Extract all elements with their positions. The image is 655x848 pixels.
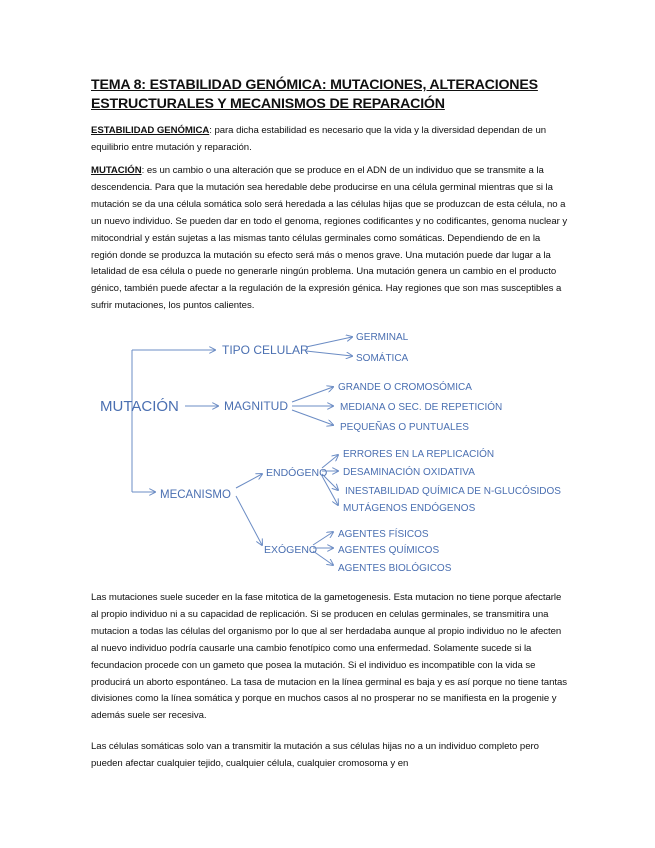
arrow-germinal [306, 337, 352, 347]
inestabilidad-node: INESTABILIDAD QUÍMICA DE N-GLUCÓSIDOS [345, 486, 561, 497]
arrow-grande [292, 387, 333, 402]
mutacion-text: : es un cambio o una alteración que se produce en el ADN de un individuo que se transmite a la descendencia. Para que la mutación sea heredable debe producirse en una célula germinal mientras que si la mutación se da una célula somática solo será heredada a las células hijas que se produzcan de esta célula, no a un nuevo individuo. Se pueden dar en todo el genoma, regiones codificantes y no codificantes, genoma nuclear y mitocondrial y están sujetas a las mismas tanto células germinales como somáticas. Dependiendo de en la región donde se produzca la mutación su efecto será más o menos grave. Una mutación puede dar lugar a la letalidad de esa célula o puede no generarle ningún problema. Una mutación genera un cambio en el producto génico, también puede afectar a la regulación de la expresión génica. Hay regiones que son mas susceptibles a sufrir mutaciones, los puntos calientes. [91, 165, 568, 312]
errores-node: ERRORES EN LA REPLICACIÓN [343, 449, 495, 460]
germline-paragraph: Las mutaciones suele suceder en la fase mitotica de la gametogenesis. Esta mutacion no tiene porque afectarle al propio individuo ni a su capacidad de replicación. Si se producen en celulas germinales, se transmitira una mutacion a todas las células del organismo por lo que al ser herdadaba aunque al propio individuo no le afecten al nuevo individuo podría causarle una cambio fenotípico como una enfermedad. Solamente sucede si la fecundacion procede con un gameto que posea la mutación. Si el individuo es incompatible con la vida se producirá un aborto espontáneo. La tasa de mutacion en la línea germinal es baja y es así porque no tiene tantas divisiones como la línea somática y porque en muchos casos al no prosperar no se manifiesta en la progenie y además suele ser recesiva. [91, 592, 568, 722]
mutacion-paragraph [91, 163, 569, 315]
mutation-classification-diagram [0, 325, 655, 580]
mutacion-term: MUTACIÓN [91, 165, 142, 176]
exogeno-node: EXÓGENO [264, 544, 318, 556]
mecanismo-node: MECANISMO [160, 489, 231, 501]
arrow-biologicos [313, 551, 333, 565]
arrow-mutagenos [322, 476, 338, 505]
somatica-node: SOMÁTICA [356, 353, 409, 364]
arrow-exogeno [236, 496, 262, 545]
quimicos-node: AGENTES QUÍMICOS [338, 545, 440, 556]
page-title: TEMA 8: ESTABILIDAD GENÓMICA: MUTACIONES, ALTERACIONES ESTRUCTURALES Y MECANISMOS DE REPARACIÓN [91, 77, 538, 112]
arrow-fisicos [313, 532, 333, 545]
estabilidad-text: : para dicha estabilidad es necesario que la vida y la diversidad dependan de un equilibrio entre mutación y reparación. [91, 125, 547, 153]
arrow-somatica [306, 351, 352, 356]
mutagenos-node: MUTÁGENOS ENDÓGENOS [343, 503, 476, 514]
arrow-endogeno [236, 474, 262, 488]
fisicos-node: AGENTES FÍSICOS [338, 529, 429, 540]
tipo-node: TIPO CELULAR [222, 343, 309, 357]
arrow-inestabilidad [322, 474, 338, 490]
grande-node: GRANDE O CROMOSÓMICA [338, 382, 472, 393]
somatic-paragraph: Las células somáticas solo van a transmitir la mutación a sus células hijas no a un individuo completo pero pueden afectar cualquier tejido, cualquier célula, cualquier cromosoma y en [91, 741, 539, 769]
estabilidad-paragraph [91, 123, 569, 157]
endogeno-node: ENDÓGENO [266, 467, 328, 479]
desaminacion-node: DESAMINACIÓN OXIDATIVA [343, 467, 475, 478]
magnitud-node: MAGNITUD [224, 399, 288, 413]
mediana-node: MEDIANA O SEC. DE REPETICIÓN [340, 402, 503, 413]
pequenas-node: PEQUEÑAS O PUNTUALES [340, 422, 469, 433]
arrow-errores [322, 455, 338, 468]
root-node: MUTACIÓN [100, 398, 179, 415]
germinal-node: GERMINAL [356, 332, 409, 343]
arrow-pequenas [292, 410, 333, 425]
estabilidad-term: ESTABILIDAD GENÓMICA [91, 125, 210, 136]
biologicos-node: AGENTES BIOLÓGICOS [338, 563, 452, 574]
